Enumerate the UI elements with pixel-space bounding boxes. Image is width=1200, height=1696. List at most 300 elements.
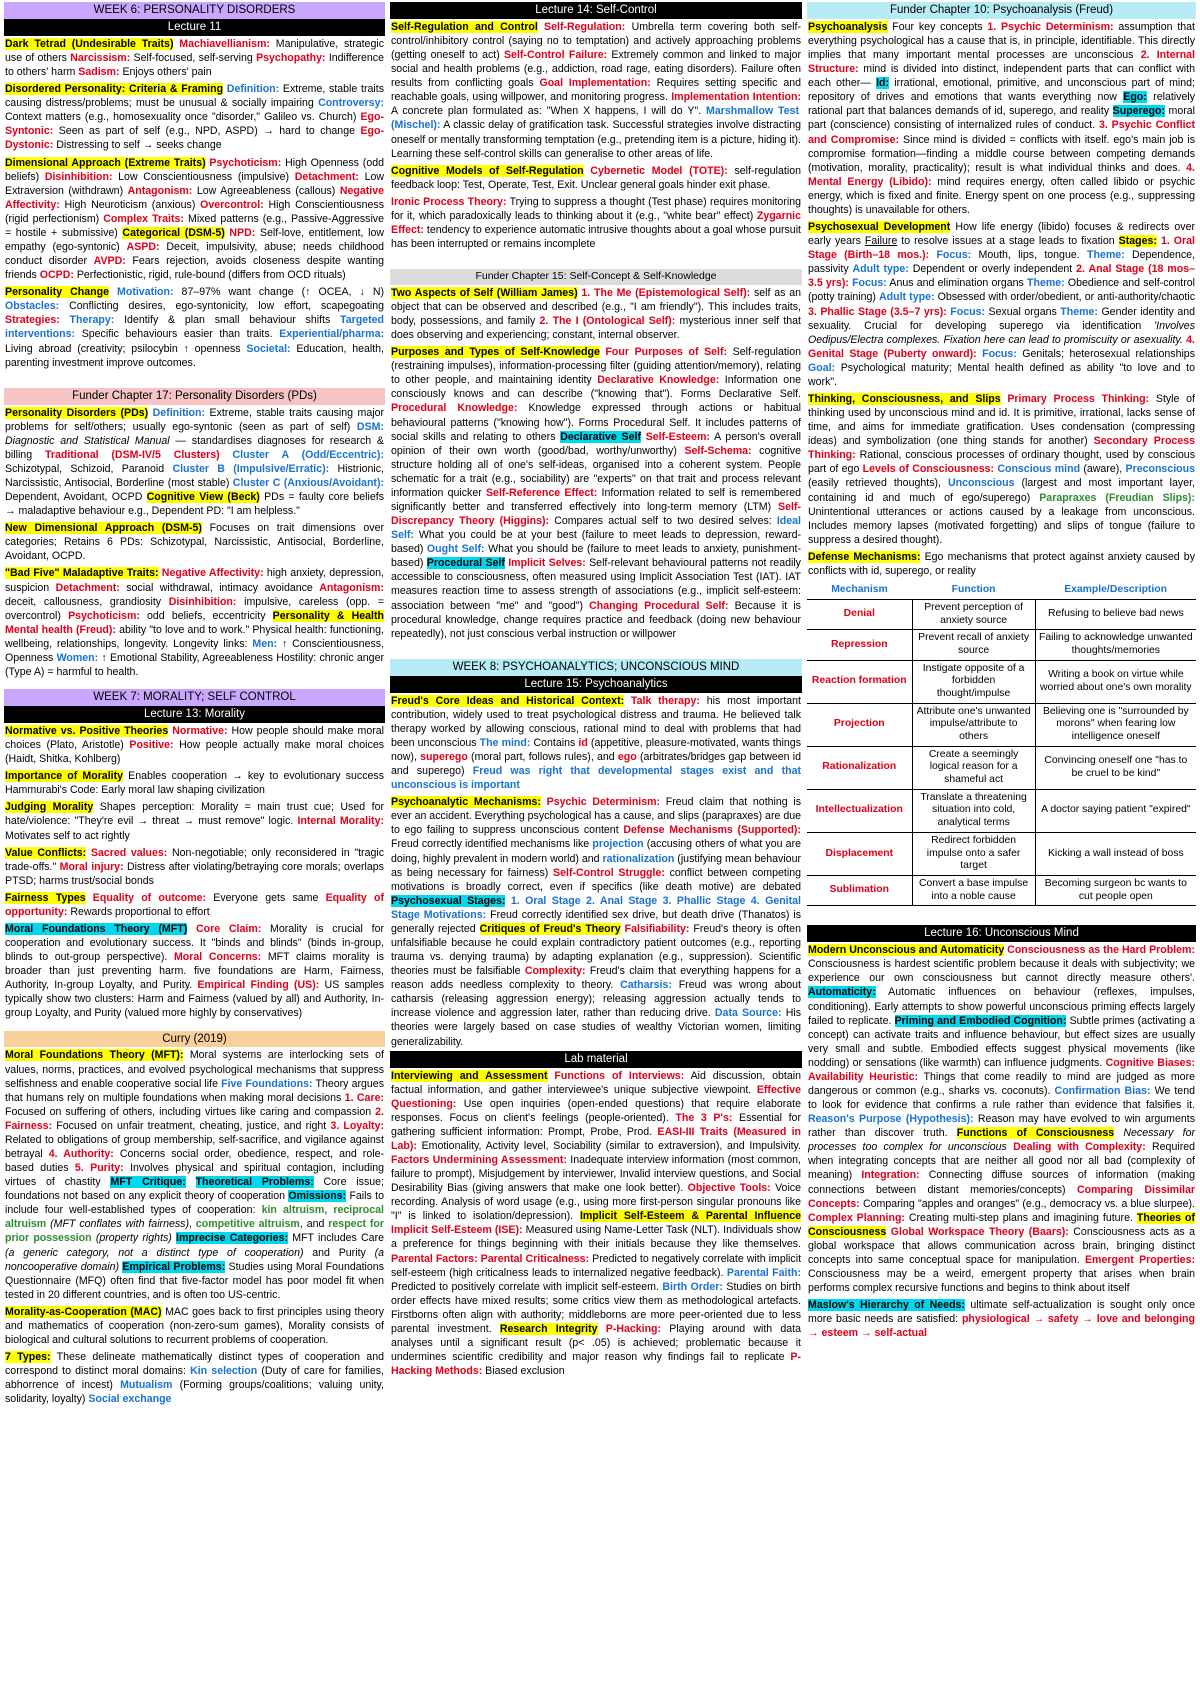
note-term: projection — [592, 838, 644, 851]
note-text: Automatic influences on behaviour (reflexes, impulses, conditioning). Early attempts to show powerful unconscious priming effects largely failed to replicate. — [808, 986, 1195, 1027]
note-text: Information related to self is remembered significantly better and transferred effectively into long-term memory (LTM) — [391, 486, 801, 513]
note-term: Value Conflicts: — [5, 846, 87, 859]
note-term: NPD: — [224, 226, 256, 239]
note-term: Effective Questioning: — [391, 1083, 801, 1110]
note-term: Comparing Dissimilar Concepts: — [808, 1183, 1196, 1210]
note-term: Normative: — [168, 724, 228, 737]
note-text: Since mind is divided = conflicts with itself. ego's main job is compromise formation—finding a middle course between competing demands (motivation, morality, practicality); result is what individual thinks and does. — [808, 133, 1196, 174]
note-text: Theory argues that humans rely on multiple foundations when making moral decisions — [5, 1077, 384, 1104]
note-term: Social exchange — [88, 1393, 172, 1406]
note-term: 2. Fairness: — [5, 1105, 384, 1132]
mechanism-cell: Intellectualization — [807, 789, 912, 832]
table-row — [807, 746, 1196, 789]
note-term: Procedural Knowledge: — [391, 402, 518, 415]
note-term: 1. Psychic Determinism: — [987, 20, 1114, 33]
note-text: High Openness (odd beliefs) — [5, 156, 384, 183]
note-term: Fairness Types — [5, 891, 86, 904]
note-term: Societal: — [246, 342, 291, 355]
note-text: Indifference to others' harm — [5, 51, 384, 79]
note-text: mind requires energy, often called libido or psychic energy, which is fixed and finite. Energy spent on one process (e.g., suppressing thoughts) is unavailable for others. — [808, 175, 1195, 216]
note-term: Parental Criticalness: — [477, 1252, 590, 1265]
note-term: Theoretical Problems: — [195, 1176, 314, 1189]
note-term: Kin selection — [190, 1365, 258, 1378]
lecture16-content — [807, 942, 1196, 1342]
lab-header: Lab material — [390, 1051, 802, 1068]
note-term: Interviewing and Assessment — [391, 1069, 548, 1082]
note-text: Style of thinking used by unconscious mind and id. It is primitive, irrational, lacks sense of time, and aims for immediate gratification. Uses condensation (compressing ideas) and symbolization (one thing stands for another) — [808, 392, 1195, 448]
note-term: Traditional (DSM-IV/5 Clusters) — [44, 448, 220, 461]
lecture11-content — [4, 36, 385, 372]
note-text: Education, health, parenting investment improve outcomes. — [5, 342, 384, 369]
note-paragraph — [390, 194, 802, 253]
note-term: Self-Esteem: — [640, 430, 710, 443]
column-middle — [390, 2, 802, 1694]
example-cell: Becoming surgeon bc wants to cut people open — [1035, 875, 1196, 905]
note-text: Trying to suppress a thought (Test phase) requires monitoring for it, which paradoxically leads to thinking about it (e.g., "white bear" effect) — [391, 195, 801, 222]
table-row — [807, 703, 1196, 746]
note-paragraph — [390, 285, 802, 344]
week7-header: WEEK 7: MORALITY; SELF CONTROL — [4, 689, 385, 706]
note-term: Birth Order: — [662, 1280, 723, 1293]
note-paragraph — [4, 768, 385, 799]
note-term: New Dimensional Approach (DSM-5) — [5, 522, 202, 535]
note-term: Implicit Self-Esteem (ISE): — [391, 1224, 523, 1237]
defense-table-header: Function — [912, 581, 1035, 599]
note-term: Objective Tools: — [687, 1182, 771, 1195]
mechanism-cell: Denial — [807, 599, 912, 629]
note-term: Strategies: — [5, 314, 60, 327]
note-term: MFT Critique: — [110, 1176, 186, 1189]
function-cell: Instigate opposite of a forbidden thought/impulse — [912, 660, 1035, 703]
note-term: Modern Unconscious and Automaticity — [808, 944, 1005, 957]
note-term: Complex Planning: — [808, 1211, 905, 1224]
note-term: Detachment: — [55, 581, 120, 594]
note-term: Stages: — [1118, 235, 1157, 248]
example-cell: Believing one is "surrounded by morons" when fearing low intelligence oneself — [1035, 703, 1196, 746]
note-text: Umbrella term covering both self-control/inhibitory control (saying no to temptation) and actively approaching problems (getting oneself to act) — [391, 20, 801, 62]
note-term: (a noncooperative domain) — [5, 1246, 384, 1273]
note-text: self-regulation feedback loop: Test, Operate, Test, Exit. Unclear general goals hinder exit phase. — [391, 164, 801, 191]
note-term: Consciousness as the Hard Problem: — [1004, 944, 1195, 957]
note-term: Freud's Core Ideas and Historical Context: — [391, 694, 625, 707]
note-text: Non-negotiable; only reconsidered in "tragic trade-offs." — [5, 846, 385, 873]
note-text: mysterious inner self that does observing and experiencing; constant, internal observer. — [391, 314, 801, 342]
note-term: Confirmation Bias: — [1054, 1084, 1151, 1097]
note-text: What you could be at your best (failure to meet leads to depression, reward-based) — [391, 529, 801, 556]
note-term: Categorical (DSM-5) — [122, 226, 225, 239]
note-text: Aid discussion, obtain factual information, and gather interviewee's unique subjective viewpoint. — [391, 1069, 801, 1096]
note-term: Obstacles: — [5, 300, 60, 313]
note-paragraph — [807, 549, 1196, 580]
note-text: Things that come readily to mind are judged as more dangerous or common (e.g., sharks vs. coconuts). — [808, 1070, 1195, 1097]
note-text: Fails to include four well-established types of cooperation: — [5, 1190, 384, 1217]
note-text: Low Agreeableness (callous) — [192, 184, 340, 197]
note-paragraph — [807, 1297, 1196, 1342]
note-text: Knowledge expressed through actions or habitual behavioural patterns ("knowing how"). Forms Procedural Self. It includes patterns of social skills and relating to others — [391, 402, 801, 443]
note-text: assumption that everything psychological has a cause that is, in principle, identifiable. This directly implies that many important mental processes are unconscious — [808, 20, 1195, 62]
lecture13-header: Lecture 13: Morality — [4, 706, 385, 723]
note-paragraph — [807, 942, 1196, 1297]
note-paragraph — [807, 391, 1196, 549]
note-paragraph — [390, 1068, 802, 1381]
note-term: Empirical Finding (US): — [197, 979, 320, 992]
note-paragraph — [4, 284, 385, 371]
note-term: 1. Care: — [344, 1091, 384, 1104]
note-term: Overcontrol: — [200, 198, 264, 211]
note-text: Freud correctly identified sex drive, but death drive (Thanatos) is generally rejected — [391, 908, 801, 935]
note-text: Enjoys others' pain — [119, 66, 212, 79]
note-term: kin altruism, reciprocal altruism — [5, 1204, 384, 1231]
note-term: Psychopathy: — [256, 51, 326, 64]
note-term: Focus: — [929, 249, 972, 262]
note-text: MAC goes back to first principles using theory and mathematics of cooperation (non-zero-sum games), Morality consists of biological and cultural solutions to recurrent problems of cooperation. — [5, 1305, 384, 1347]
note-text: US samples typically show two clusters: Harm and Fairness (valued by all) and Authority, In-group Loyalty, and Purity (valued more highly by conservatives) — [5, 979, 384, 1020]
note-paragraph — [4, 845, 385, 890]
note-text: Self-relevant behavioural patterns not readily accessible to consciousness, often measured using Implicit Association Test (IAT). IAT measures reaction time to assess strength of associations (e.g., implicit self-esteem: association between "me" and "good") — [391, 557, 801, 612]
note-text: cognitive structure holding all of one's self-ideas, organised into a coherent system. People schematic for a trait (e.g., sociability) are "experts" on that trait and process relevant information quicker — [391, 444, 801, 499]
note-term: Preconscious — [1125, 463, 1195, 476]
note-term: Maslow's Hierarchy of Needs: — [808, 1299, 965, 1312]
note-text: Studies using Moral Foundations Questionnaire (MFQ) often find that five-factor model has poor model fit when tested in 20 different countries, and is often too US-centric. — [5, 1260, 384, 1301]
note-term: Procedural Self — [426, 557, 505, 570]
note-term: Implicit Self-Esteem & Parental Influence — [579, 1210, 801, 1223]
note-term: Defense Mechanisms: — [808, 550, 921, 563]
note-term: Ought Self: — [426, 543, 485, 556]
note-text: Emotionality, Activity level, Sociability (similar to extraversion), and Impulsivity. — [416, 1139, 801, 1152]
function-cell: Attribute one's unwanted impulse/attribute to others — [912, 703, 1035, 746]
note-text: Four key concepts — [887, 20, 988, 33]
note-text: How life energy (libido) focuses & redirects over early years — [808, 221, 1195, 248]
note-paragraph — [390, 794, 802, 1050]
note-term: Self-Control Failure: — [503, 49, 608, 62]
defense-table-header: Mechanism — [807, 581, 912, 599]
note-term: Negative Affectivity: — [158, 567, 264, 580]
note-text: Motivates self to act rightly — [5, 829, 130, 842]
note-term: ASPD: — [126, 240, 160, 253]
note-term: Personality & Health — [272, 609, 385, 622]
note-text: Freud's theory is often unfalsifiable because he could explain contradictory patient outcomes (e.g., reporting trauma vs. denying trauma) by adapting explanation (e.g., suppression). Scientific theories must be falsifiable — [391, 922, 801, 978]
note-text: Because it is procedural knowledge, change requires practice and feedback (doing new behaviour repeatedly), not just conscious verbal instruction or willpower — [391, 599, 801, 640]
note-text: (accusing others of what you are doing, highly prevalent in modern world) and — [391, 838, 801, 865]
note-term: Changing Procedural Self: — [589, 599, 729, 612]
note-text: Voice recording. Analysis of word usage (e.g., using more first-person singular pronouns like "I" is linked to isolation/depression). — [391, 1182, 801, 1223]
mechanism-cell: Repression — [807, 630, 912, 660]
note-text: Distressing to self → seeks change — [53, 139, 222, 152]
curry-header: Curry (2019) — [4, 1031, 385, 1048]
note-paragraph — [4, 405, 385, 521]
note-text: Genitals; heterosexual relationships — [1016, 347, 1196, 360]
note-text: A classic delay of gratification task. Successful strategies involve distracting oneself or mentally transforming temptation (e.g., pretending item is a picture, hiding it). Learning these self-control skills can generalise to other areas of life. — [391, 119, 801, 160]
note-term: P-Hacking: — [597, 1322, 662, 1335]
note-text: self as an object that can be observed and described (e.g., "I am friendly"). This includes traits, body, possessions, and family — [391, 286, 801, 327]
note-paragraph — [4, 890, 385, 921]
note-text: Moral systems are interlocking sets of values, norms, practices, and evolved psychological mechanisms that suppress selfishness and enable cooperative social life — [5, 1049, 384, 1090]
note-term: Ego-Syntonic: — [5, 111, 384, 138]
note-term: ego — [617, 750, 637, 763]
note-term: 'Involves Oedipus/Electra complexes. Fixation here can lead to promiscuity or asexuality. — [808, 319, 1195, 346]
note-term: physiological → safety → love and belonging → esteem → self-actual — [808, 1313, 1195, 1340]
note-text: Required when integrating concepts that are neither all good nor all bad (complexity of meaning) — [808, 1141, 1196, 1182]
note-term: Thinking, Consciousness, and Slips — [808, 392, 1001, 405]
table-row — [807, 660, 1196, 703]
note-term: Theories of Consciousness — [808, 1211, 1195, 1238]
note-term: Psychoanalysis — [808, 20, 888, 33]
note-term: Theme: — [1086, 249, 1125, 262]
note-text: (easily retrieved thoughts), — [808, 477, 948, 490]
example-cell: Failing to acknowledge unwanted thoughts/memories — [1035, 630, 1196, 660]
note-term: 2. Internal Structure: — [808, 49, 1195, 76]
note-term: (property rights) — [91, 1232, 177, 1245]
note-term: Men: — [252, 637, 278, 650]
note-term: Antagonism: — [127, 184, 193, 197]
note-text: Unintentional utterances or actions caused by a leakage from unconscious. Includes memory lapses (motivated forgetting) and slips of tongue (failure to suppress a desired thought). — [808, 505, 1195, 546]
note-term: Adult type: — [879, 291, 935, 304]
note-term: Talk therapy: — [624, 694, 700, 707]
note-paragraph — [390, 344, 802, 643]
note-term: 2. The I (Ontological Self): — [539, 314, 676, 327]
note-term: Self-Regulation: — [537, 20, 626, 33]
note-term: Sadism: — [78, 66, 120, 79]
table-row — [807, 875, 1196, 905]
note-term: OCPD: — [39, 269, 74, 282]
mechanism-cell: Displacement — [807, 832, 912, 875]
note-paragraph — [4, 1047, 385, 1303]
note-text: Deceit, impulsivity, abuse; needs childhood conduct disorder — [5, 240, 384, 268]
note-text: Low Extraversion (withdrawn) — [5, 170, 385, 197]
note-text: We tend to look for evidence that confirms a rule rather than evidence that falsifies it. — [808, 1084, 1195, 1112]
note-term: Cluster B (Impulsive/Erratic): — [172, 462, 330, 475]
note-term: Psychoanalytic Mechanisms: — [391, 796, 541, 809]
note-text: Schizotypal, Schizoid, Paranoid — [5, 462, 173, 475]
note-text: Obedience and self-control (potty training) — [808, 277, 1196, 304]
note-term: Complexity: — [524, 965, 586, 978]
note-text: Focuses on trait dimensions over categories; Retains 6 PDs: Schizotypal, Narcissistic, Antisocial, Borderline, Avoidant, OCPD. — [5, 522, 385, 563]
note-text: Enables cooperation → key to evolutionary success Hammurabi's Code: Early moral law shaping civilization — [5, 770, 384, 797]
note-term: Internal Morality: — [297, 815, 384, 828]
note-term: competitive altruism — [195, 1218, 300, 1231]
note-term: Diagnostic and Statistical Manual — [5, 434, 170, 447]
note-text: MFT claims morality is broader than just preventing harm. five foundations are Harm, Fairness, Authority, In-group Loyalty, and Purity. — [5, 951, 384, 992]
note-text: Mouth, lips, tongue. — [971, 249, 1087, 262]
lecture16-header: Lecture 16: Unconscious Mind — [807, 925, 1196, 942]
note-text: Subtle primes (activating a concept) can activate traits and influence behaviour, but effect sizes are usually very small and subtle. Embodied effects suggest physical movements (like nodding) or sensations (like warmth) can influence judgments. — [808, 1014, 1195, 1069]
note-term: Core Claim: — [187, 922, 262, 935]
note-text: mind is divided into distinct, independent parts that can conflict with each other— — [808, 63, 1195, 90]
note-text: High Conscientiousness (rigid perfectionism) — [5, 198, 384, 225]
curry-content — [4, 1047, 385, 1408]
funder17-content — [4, 405, 385, 681]
note-term: Cognitive View (Beck) — [146, 491, 260, 504]
note-text: Freud was wrong about catharsis (releasing aggression energy); releasing aggression actually tends to increase violence and aggression later, rather than reducing drive. — [391, 979, 802, 1020]
function-cell: Translate a threatening situation into cold, analytical terms — [912, 789, 1035, 832]
defense-table-header-row — [807, 581, 1196, 599]
lecture15-content — [390, 693, 802, 1051]
note-text: Compares actual self to two desired selves: — [549, 515, 777, 528]
note-term: Four Purposes of Self: — [599, 346, 728, 359]
week6-header: WEEK 6: PERSONALITY DISORDERS — [4, 2, 385, 19]
note-term: Focus: — [946, 305, 986, 318]
note-text: ability "to love and to work." Physical health: functioning, wellbeing, relationships, longevity. Longevity links: — [5, 623, 384, 650]
note-text: (justifying mean behaviour as being necessary for fairness) — [391, 852, 801, 879]
note-term: Theme: — [1060, 305, 1098, 318]
table-row — [807, 599, 1196, 629]
note-text: Related to obligations of group membership, self-sacrifice, and vigilance against betrayal — [5, 1133, 384, 1161]
lab-content — [390, 1068, 802, 1381]
note-term: Catharsis: — [620, 979, 672, 992]
note-text: Focused on suffering of others, including virtues like caring and compassion — [5, 1105, 376, 1118]
note-term: Therapy: — [59, 314, 115, 327]
note-paragraph — [390, 163, 802, 194]
note-term: Goal Implementation: — [539, 77, 651, 90]
note-term: Self-Reference Effect: — [485, 486, 598, 499]
note-term: Ego-Dystonic: — [5, 125, 384, 152]
note-text: Obsessed with order/obedient, or anti-authority/chaotic — [934, 291, 1196, 304]
note-term: Cognitive Models of Self-Regulation — [391, 164, 584, 177]
note-text: A concrete plan formulated as: "When X happens, I will do Y". — [391, 105, 707, 118]
note-term: Personality Disorders (PDs) — [5, 406, 149, 419]
note-term: Mental health (Freud): — [5, 623, 116, 636]
note-term: Five Foundations: — [221, 1077, 313, 1090]
note-text: Dependent, Avoidant, OCPD — [5, 491, 147, 504]
note-term: Automaticity: — [808, 986, 876, 999]
note-term: Disinhibition: — [168, 595, 237, 608]
note-text: Consciousness may be a weird, emergent property that arises when brain performs complex recursive functions and begins to think about itself — [808, 1267, 1195, 1295]
note-text: Extreme, stable traits causing major problems for self/others; usually ego-syntonic (seen as part of self) — [5, 406, 384, 433]
note-term: Declarative Knowledge: — [597, 374, 720, 387]
note-term: Detachment: — [294, 170, 359, 183]
note-text: Anus and elimination organs — [886, 277, 1028, 290]
note-text: Consciousness acts as a global workspace that allows communication across brain, bringing distinct concepts into same conceptual space for manipulation. — [808, 1225, 1196, 1266]
note-text: Context matters (e.g., homosexuality once "disorder," Galileo vs. Church) — [5, 111, 361, 124]
funder17-header: Funder Chapter 17: Personality Disorders (PDs) — [4, 388, 385, 405]
note-text: Fears rejection, avoids closeness despite wanting friends — [5, 255, 384, 282]
note-text: PDs = faulty core beliefs → maladaptive behaviour e.g., Dependent PD: "I am helpless." — [5, 491, 384, 518]
lecture11-header: Lecture 11 — [4, 19, 385, 36]
note-term: respect for prior possession — [5, 1218, 385, 1245]
note-term: Theme: — [1027, 277, 1065, 290]
note-term: Focus: — [976, 347, 1017, 360]
note-term: Psychosexual Stages: — [391, 894, 506, 907]
note-term: DSM: — [356, 420, 384, 433]
function-cell: Create a seemingly logical reason for a shameful act — [912, 746, 1035, 789]
note-term: Motivation: — [109, 286, 174, 299]
function-cell: Convert a base impulse into a noble cause — [912, 875, 1035, 905]
note-term: Equality of outcome: — [85, 891, 207, 904]
note-term: Machiavellianism: — [173, 37, 270, 50]
note-text: (Forming groups/coalitions; valuing unity, solidarity, loyalty) — [5, 1379, 384, 1406]
note-term: The mind: — [479, 736, 531, 749]
note-text: Manipulative, strategic use of others — [5, 37, 384, 64]
note-text: Perfectionistic, rigid, rule-bound (differs from OCD rituals) — [73, 269, 346, 282]
note-text: Freud correctly identified mechanisms like — [391, 838, 593, 851]
note-term: Purposes and Types of Self-Knowledge — [391, 346, 600, 359]
note-text: Predicted to negatively correlate with implicit self-esteem (high criticalness leads to internalized negative feedback). — [391, 1252, 802, 1279]
note-paragraph — [807, 19, 1196, 219]
note-term: 4. Authority: — [48, 1148, 114, 1161]
note-text: Gender identity and sexuality. Crucial for developing superego via identification — [808, 305, 1195, 332]
note-text: Concerns social order, obedience, respect, and role-based duties — [5, 1148, 384, 1175]
defense-mechanisms-table — [807, 581, 1196, 906]
note-text: conflict between competing motivations is broadly correct, even if specifics (like death motive) are debated — [391, 866, 801, 893]
note-text: Sexual organs — [985, 305, 1061, 318]
note-text: Everyone gets same — [206, 891, 326, 904]
note-text: Core issue; foundations not based on any explicit theory of cooperation — [5, 1176, 384, 1203]
note-term: Experiential/pharma: — [279, 328, 384, 341]
note-term: Unconscious — [947, 477, 1015, 490]
column-right — [807, 2, 1196, 1694]
note-text: Freud claim that nothing is ever an accident. Everything psychological has a cause, and slips (parapraxes) are due to ego failing to suppress unconscious content — [391, 796, 802, 837]
note-term: Availability Heuristic: — [808, 1070, 919, 1083]
note-term: Marshmallow Test (Mischel): — [391, 105, 800, 132]
note-term: Moral Foundations Theory (MFT) — [5, 922, 188, 935]
note-text: Comparing "apples and oranges" (e.g., democracy vs. a blue slurpee). — [859, 1197, 1195, 1210]
note-term: Superego: — [1112, 105, 1166, 118]
week8-header: WEEK 8: PSYCHOANALYTICS; UNCONSCIOUS MIND — [390, 659, 802, 676]
note-text — [186, 1176, 196, 1188]
note-text: Morality is crucial for cooperation and evolutionary success. It "binds and blinds" (binds in-group, blinds to out-group perspective). — [5, 922, 385, 964]
note-term: Freud was right that developmental stages exist and that unconscious is important — [391, 765, 802, 792]
note-text: Focused on unfair treatment, cheating, justice, and right — [52, 1119, 331, 1132]
note-paragraph — [4, 921, 385, 1023]
note-text: moral part (conscience) consisting of internalized rules of conduct. — [808, 105, 1195, 132]
note-term: Ideal Self: — [391, 515, 801, 542]
note-text: ultimate self-actualization is sought only once more basic needs are satisfied: — [808, 1299, 1195, 1326]
note-term: Empirical Problems: — [122, 1260, 226, 1273]
note-term: Defense Mechanisms (Supported): — [623, 824, 801, 837]
note-text: How people actually make moral choices (Haidt, Shitka, Kohlberg) — [5, 739, 385, 766]
note-term: Positive: — [129, 739, 174, 752]
function-cell: Prevent recall of anxiety source — [912, 630, 1035, 660]
function-cell: Prevent perception of anxiety source — [912, 599, 1035, 629]
mechanism-cell: Rationalization — [807, 746, 912, 789]
note-text: These delineate mathematically distinct types of cooperation and correspond to distinct moral domains: — [5, 1351, 384, 1378]
note-term: Research Integrity — [499, 1322, 598, 1335]
note-text: Specific behaviours easier than traits. — [75, 328, 280, 341]
note-term: rationalization — [602, 852, 675, 865]
funder10-header: Funder Chapter 10: Psychoanalysis (Freud) — [807, 2, 1196, 19]
note-term: Complex Traits: — [103, 212, 184, 225]
note-term: Functions of Consciousness — [956, 1127, 1115, 1140]
note-term: Dimensional Approach (Extreme Traits) — [5, 156, 206, 169]
note-term: Cybernetic Model (TOTE): — [583, 164, 728, 177]
note-text: Freud's claim that everything happens for a reason adds needless complexity to theory. — [391, 965, 801, 992]
note-text: Seen as part of self (e.g., NPD, ASPD) → hard to change — [53, 125, 361, 138]
note-term: Self-Regulation and Control — [391, 20, 538, 33]
note-text: Connecting diffuse sources of information (making connections between distant memories/concepts) — [808, 1169, 1196, 1196]
note-text: his most important contribution, widely used to treat psychological distress and trauma. He believed talk therapy worked by allowing conscious, rational mind to deal with problems that had been unconscious — [391, 694, 801, 749]
note-text: Creating multi-step plans and imagining future. — [904, 1211, 1137, 1224]
note-text: social withdrawal, intimacy avoidance — [119, 581, 320, 594]
note-text: Rational, conscious processes of ordinary thought, used by conscious part of ego — [808, 449, 1195, 476]
note-term: Cluster A (Odd/Eccentric): — [219, 448, 384, 461]
example-cell: Refusing to believe bad news — [1035, 599, 1196, 629]
note-text: high anxiety, depression, suspicion — [5, 567, 384, 594]
note-text: Living abroad (creativity; psilocybin ↑ openness — [5, 342, 247, 355]
note-term: P-Hacking Methods: — [391, 1351, 801, 1378]
note-paragraph — [390, 19, 802, 163]
note-paragraph — [4, 81, 385, 154]
note-term: Antagonism: — [319, 581, 385, 594]
note-paragraph — [4, 520, 385, 565]
note-text: , — [189, 1218, 196, 1231]
note-term: 7 Types: — [5, 1351, 51, 1364]
funder10-content — [807, 19, 1196, 580]
example-cell: Kicking a wall instead of boss — [1035, 832, 1196, 875]
note-term: Personality Change — [5, 286, 109, 299]
note-text: Studies on birth order effects have mixed results; some critics view them as methodological artefacts. Firstborns often align with authority; middleborns are more peer-oriented due to less parental investment. — [391, 1280, 801, 1335]
defense-table-header: Example/Description — [1035, 581, 1196, 599]
note-text: Ego mechanisms that protect against anxiety caused by conflicts with id, superego, or reality — [808, 550, 1195, 577]
